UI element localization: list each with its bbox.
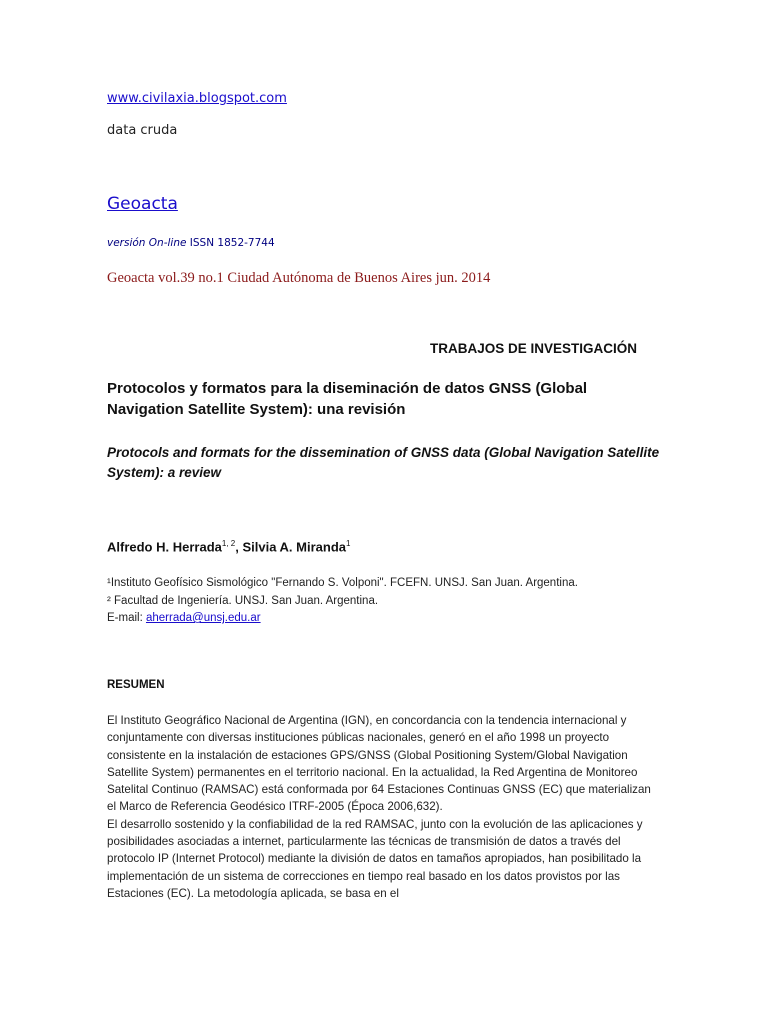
data-cruda-label: data cruda: [107, 123, 178, 138]
section-label: TRABAJOS DE INVESTIGACIÓN: [430, 341, 638, 356]
author-1: Alfredo H. Herrada: [107, 539, 222, 555]
affiliation-1: ¹Instituto Geofísico Sismológico "Fernando S. Volponi". FCEFN. UNSJ. San Juan. Argentina.: [107, 577, 578, 589]
email-label: E-mail:: [107, 612, 146, 624]
authors-line: [107, 539, 350, 554]
email-line: [107, 612, 261, 624]
author-separator: ,: [235, 539, 243, 555]
author-2: Silvia A. Miranda: [242, 539, 347, 555]
resumen-heading: RESUMEN: [107, 679, 165, 691]
issue-line: Geoacta vol.39 no.1 Ciudad Autónoma de Buenos Aires jun. 2014: [107, 270, 491, 286]
resumen-paragraph-2: El desarrollo sostenido y la confiabilidad de la red RAMSAC, junto con la evolución de las aplicaciones y posibilidades asociadas a internet, particularmente las técnicas de transmisión de datos a través del protocolo IP (Internet Protocol) mediante la división de datos en tamaños apropiados, han posibilitado la implementación de un sistema de correcciones en tiempo real basado en los datos provistos por las Estaciones (EC). La metodología aplicada, se basa en el: [107, 817, 643, 900]
author-2-affiliation-marker: 1: [346, 539, 351, 548]
resumen-paragraph-1: El Instituto Geográfico Nacional de Argentina (IGN), en concordancia con la tendencia internacional y conjuntamente con diversas instituciones públicas nacionales, generó en el año 1998 un proyecto consistente en la instalación de estaciones GPS/GNSS (Global Positioning System/Global Navigation Satellite System) permanentes en el territorio nacional. En la actualidad, la Red Argentina de Monitoreo Satelital Continuo (RAMSAC) está conformada por 64 Estaciones Continuas GNSS (EC) que materializan el Marco de Referencia Geodésico ITRF-2005 (Época 2006,632).: [107, 714, 651, 814]
version-line: [107, 237, 275, 249]
resumen-body: [107, 712, 662, 902]
journal-link[interactable]: Geoacta: [107, 194, 178, 214]
affiliation-2: ² Facultad de Ingeniería. UNSJ. San Juan. Argentina.: [107, 595, 379, 607]
version-label: versión On-line: [107, 237, 187, 249]
email-link[interactable]: aherrada@unsj.edu.ar: [145, 612, 261, 624]
title-english: Protocols and formats for the dissemination of GNSS data (Global Navigation Satellite System): a review: [107, 445, 660, 480]
title-spanish: Protocolos y formatos para la diseminación de datos GNSS (Global Navigation Satellite System): una revisión: [107, 380, 588, 418]
issn: ISSN 1852-7744: [189, 237, 275, 249]
author-1-affiliation-marker: 1, 2: [221, 539, 236, 548]
site-link[interactable]: www.civilaxia.blogspot.com: [107, 91, 287, 106]
